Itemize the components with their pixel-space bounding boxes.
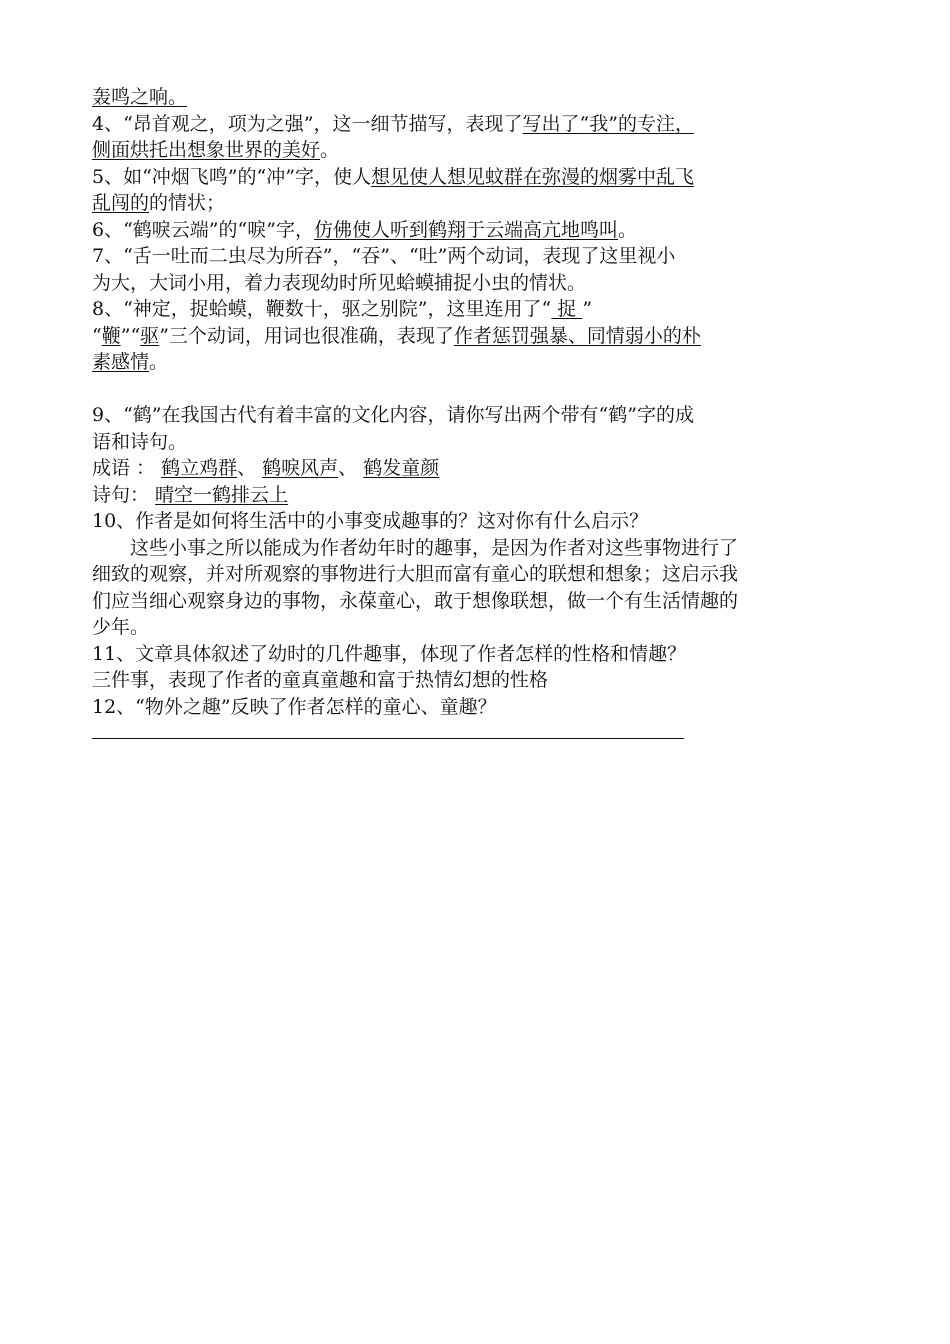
question-text: 语和诗句。: [92, 430, 188, 453]
question-text: ”: [582, 298, 593, 320]
question-text: 6、“鹤唳云端”的“唳”字，: [92, 218, 314, 241]
poem-text: 晴空一鹤排云上: [155, 483, 289, 506]
answer-text: 们应当细心观察身边的事物，永葆童心，敢于想像联想，做一个有生活情趣的: [92, 589, 739, 612]
idiom-label: 成语 ：: [92, 457, 162, 479]
question-text: 10、作者是如何将生活中的小事变成趣事的？这对你有什么启示？: [92, 510, 649, 532]
punctuation: 。: [617, 218, 637, 241]
separator: 、: [338, 457, 364, 479]
punctuation: 。: [320, 139, 340, 161]
question-11: [92, 641, 862, 668]
question-12: [92, 694, 862, 721]
blank-line: [92, 376, 862, 403]
idiom-answer: 鹤发童颜: [363, 457, 440, 479]
question-9: [92, 402, 862, 429]
answer-text: 乱闯的: [92, 192, 150, 214]
answer-blank-line: [92, 738, 684, 739]
question-7: [92, 243, 862, 270]
question-text: 12、“物外之趣”反映了作者怎样的童心、童趣？: [92, 695, 497, 718]
answer-text: 作者惩罚强暴、同情弱小的朴: [453, 324, 701, 347]
poem-label: 诗句：: [92, 483, 156, 506]
answer-text: 驱: [140, 324, 160, 347]
answer-text: 捉: [551, 298, 583, 320]
question-6: [92, 217, 862, 244]
poem-answer: [92, 482, 862, 509]
answer-text: 写出了“我”的专注，: [522, 112, 694, 135]
answer-text: 侧面烘托出想象世界的美好: [92, 139, 321, 161]
question-text: 为大，大词小用，着力表现幼时所见蛤蟆捕捉小虫的情状。: [92, 271, 587, 294]
question-text: 8、“神定，捉蛤蟆，鞭数十，驱之别院”，这里连用了“: [92, 298, 552, 320]
answer-text: 想见使人想见蚊群在弥漫的烟雾中乱飞: [370, 165, 694, 188]
text-line: [92, 84, 862, 111]
idiom-answer: 鹤立鸡群: [161, 457, 238, 479]
answer-11: [92, 667, 862, 694]
answer-text: 这些小事之所以能成为作者幼年时的趣事，是因为作者对这些事物进行了: [130, 536, 739, 559]
punctuation: 。: [149, 351, 169, 373]
answer-text: 仿佛使人听到鹤翔于云端高亢地鸣叫: [313, 218, 618, 241]
question-text: 的情状；: [149, 192, 226, 214]
question-text: 7、“舌一吐而二虫尽为所吞”，“吞”、“吐”两个动词，表现了这里视小: [92, 245, 676, 267]
question-10: [92, 508, 862, 535]
question-5-cont: [92, 190, 862, 217]
answer-text: 三件事，表现了作者的童真童趣和富于热情幻想的性格: [92, 669, 549, 691]
question-8-cont-2: [92, 349, 862, 376]
question-4: [92, 111, 862, 138]
document-page: [92, 84, 862, 739]
answer-10-line: [92, 535, 862, 562]
answer-10-line: [92, 614, 862, 641]
idiom-answer: 鹤唳风声: [262, 457, 339, 479]
answer-text: 鞭: [101, 324, 121, 347]
question-text: 11、文章具体叙述了幼时的几件趣事，体现了作者怎样的性格和情趣？: [92, 642, 687, 665]
question-9-cont: [92, 429, 862, 456]
question-text: 4、“昂首观之，项为之强”，这一细节描写，表现了: [92, 112, 523, 135]
answer-text: 轰鸣之响。: [92, 86, 188, 108]
question-text: 9、“鹤”在我国古代有着丰富的文化内容，请你写出两个带有“鹤”字的成: [92, 404, 694, 426]
answer-10-line: [92, 588, 862, 615]
question-4-cont: [92, 137, 862, 164]
question-text: ”“: [120, 324, 141, 347]
question-8-cont: [92, 323, 862, 350]
answer-10-line: [92, 561, 862, 588]
idiom-answers: [92, 455, 862, 482]
question-7-cont: [92, 270, 862, 297]
answer-text: 素感情: [92, 351, 150, 373]
answer-text: 少年。: [92, 616, 150, 638]
question-text: 5、如“冲烟飞鸣”的“冲”字，使人: [92, 165, 371, 188]
question-8: [92, 296, 862, 323]
answer-text: 细致的观察，并对所观察的事物进行大胆而富有童心的联想和想象；这启示我: [92, 563, 739, 585]
question-text: “: [92, 324, 102, 347]
question-text: ”三个动词，用词也很准确，表现了: [159, 324, 454, 347]
question-5: [92, 164, 862, 191]
separator: 、: [237, 457, 263, 479]
